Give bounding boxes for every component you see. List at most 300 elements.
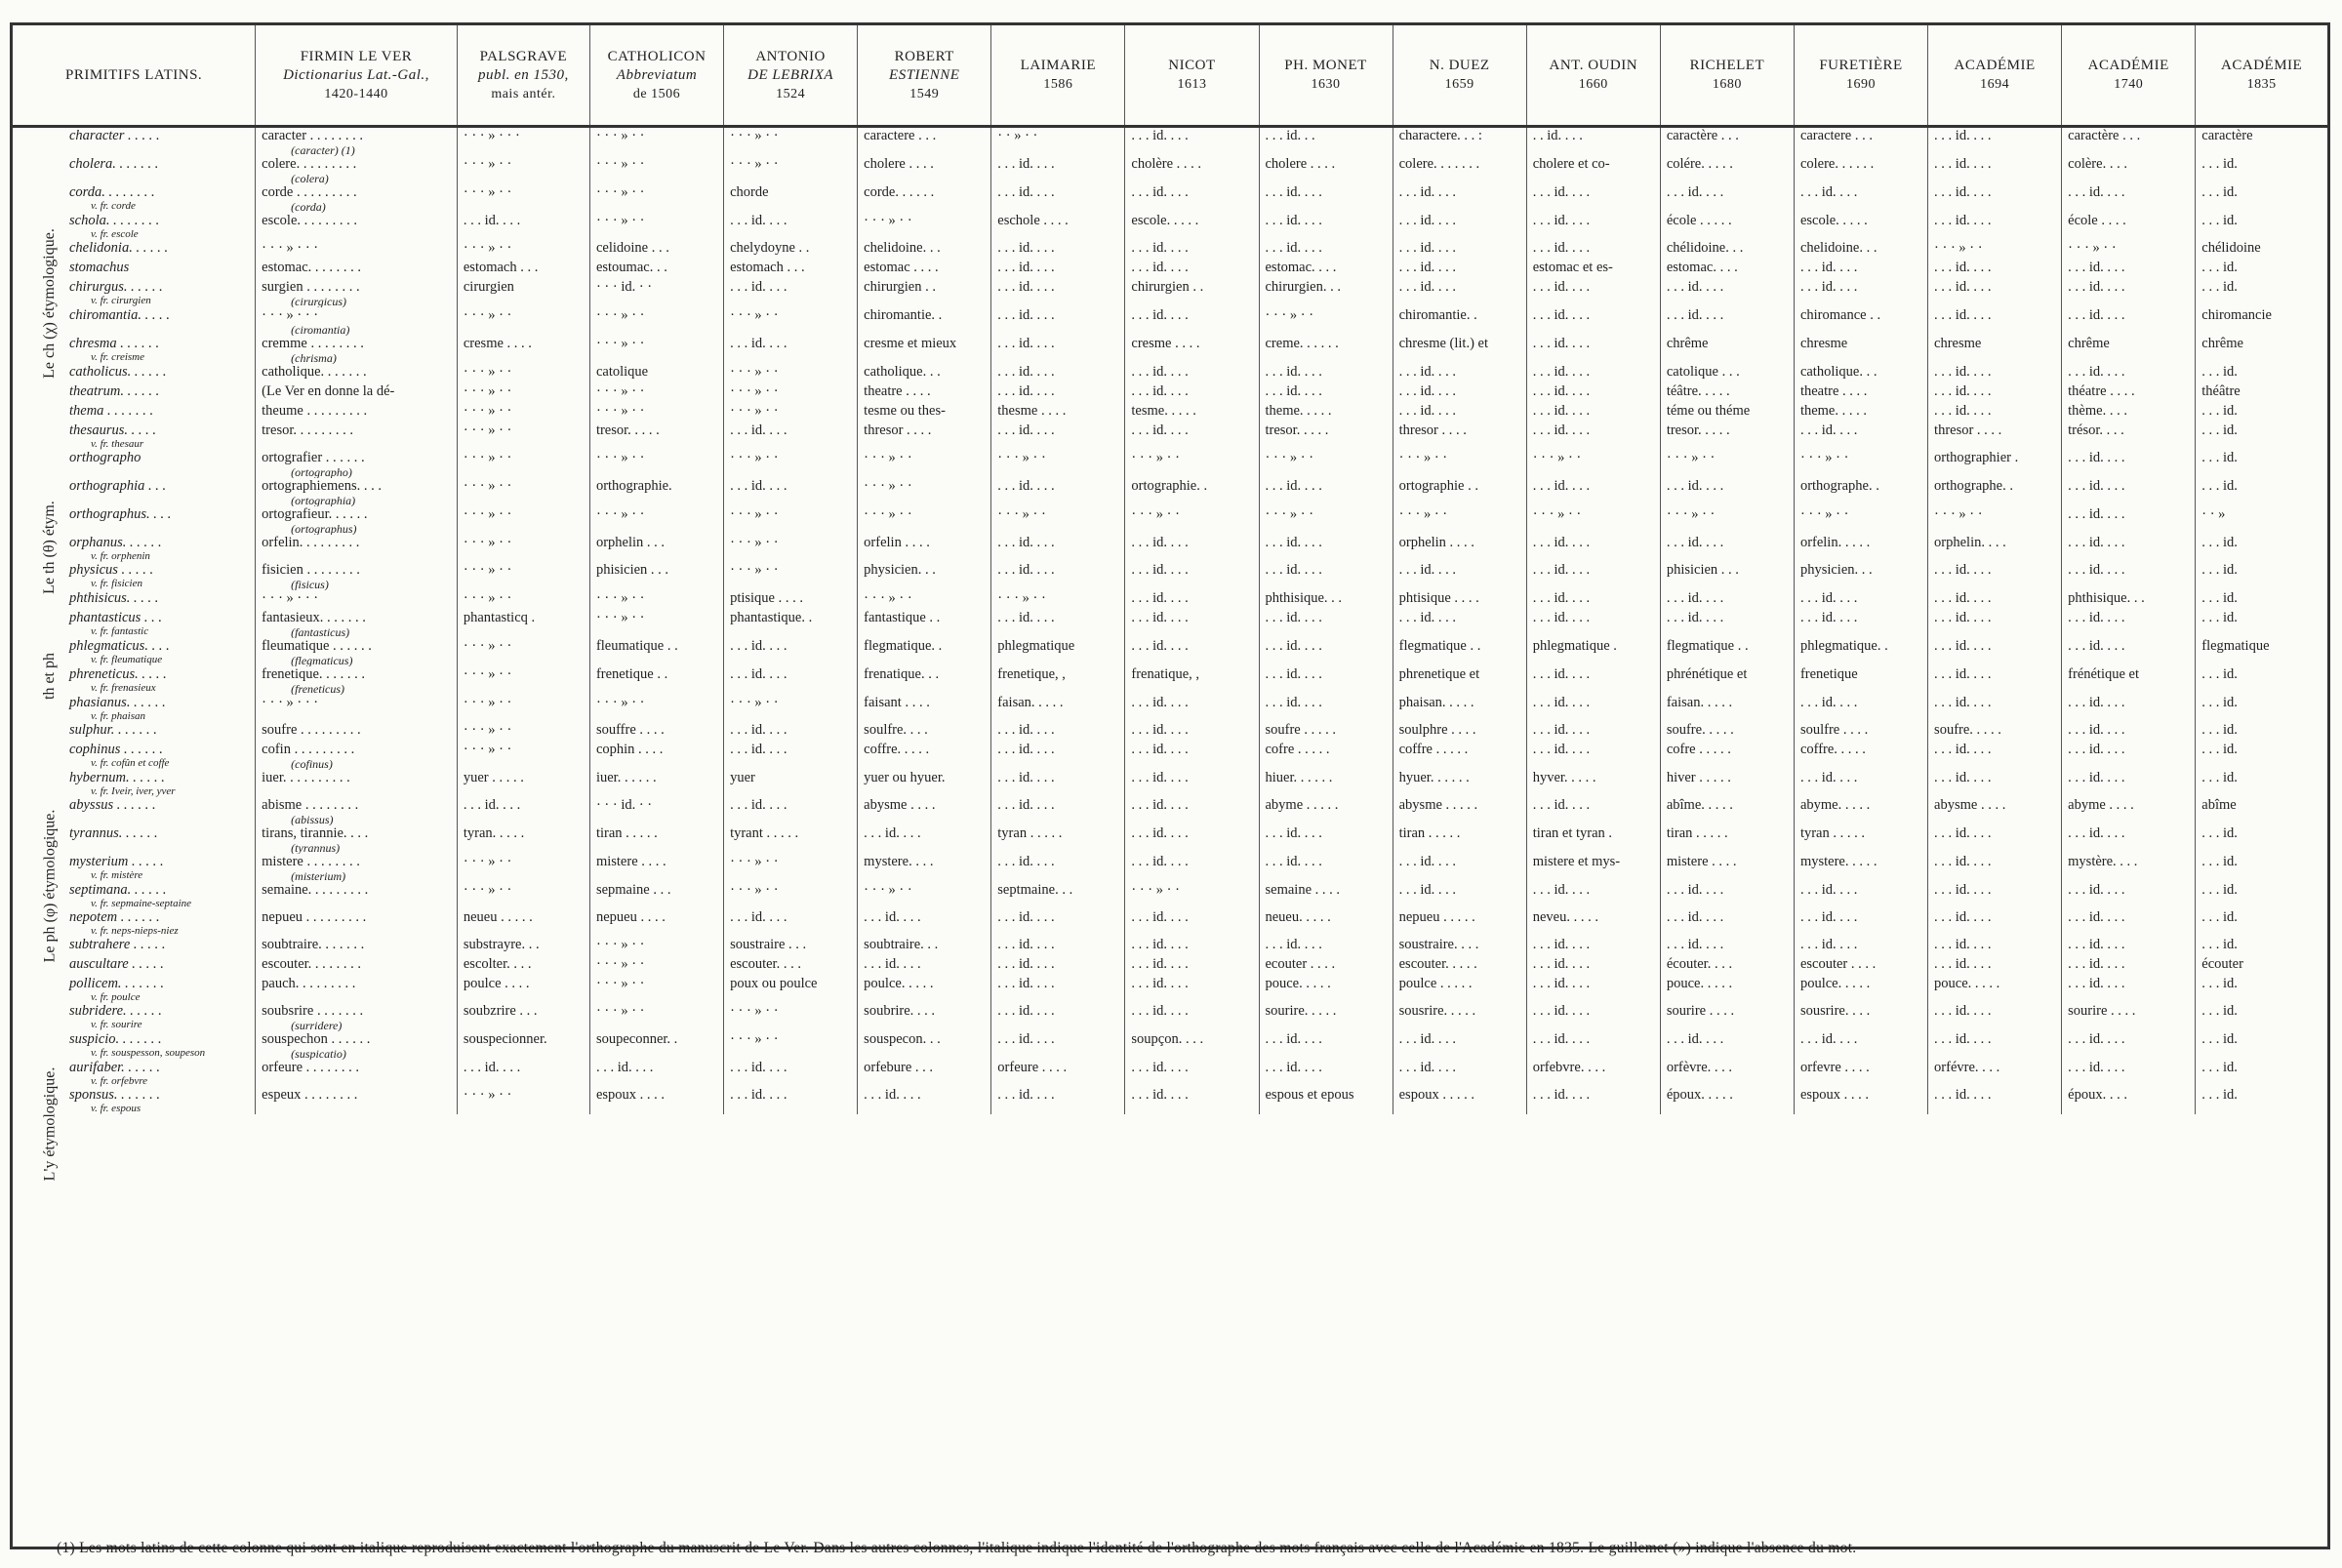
column-header-subtitle: ESTIENNE [889, 66, 960, 83]
column-header-name: N. DUEZ [1429, 58, 1490, 73]
manuscript-form: (flegmaticus) [291, 654, 353, 666]
dictionary-cell: · · · » · · [457, 506, 589, 535]
dictionary-cell: estomach . . . [457, 260, 589, 279]
dictionary-cell: chresme (lit.) et [1393, 336, 1526, 364]
lever-cell [256, 156, 458, 184]
cell-text: mistere . . . . . . . . [262, 854, 360, 869]
dictionary-cell: . . . id. . . . [1125, 422, 1259, 450]
dictionary-cell: . . . id. . . . [1259, 937, 1393, 956]
cell-text: soubtraire. . . . . . . [262, 937, 365, 952]
dictionary-cell: . . . id. . . . [1125, 825, 1259, 854]
dictionary-cell: · · · » · · [1259, 307, 1393, 336]
old-french-form: v. fr. orphenin [91, 550, 150, 562]
dictionary-cell: chirurgien . . [858, 279, 991, 307]
dictionary-cell: · · · » · · [457, 1087, 589, 1114]
dictionary-cell: mistere . . . . [1660, 854, 1794, 882]
dictionary-cell: . . . id. [2201, 213, 2238, 228]
dictionary-cell: · · · » · · [858, 882, 991, 909]
dictionary-cell: . . . id. . . . [991, 156, 1125, 184]
column-header-name: ANTONIO [755, 48, 826, 64]
dictionary-cell: . . . id. . . . [457, 797, 589, 825]
latin-word: character . . . . . [69, 128, 160, 143]
dictionary-cell: cholere et co- [1526, 156, 1660, 184]
dictionary-cell: . . . id. . . . [1928, 184, 2062, 213]
dictionary-cell: · · · » · · [589, 336, 723, 364]
dictionary-cell: frenetique, , [991, 666, 1125, 695]
dictionary-cell: . . . id. . . . [991, 722, 1125, 742]
latin-word: corda. . . . . . . . [69, 184, 155, 200]
lever-cell [256, 666, 458, 695]
column-header-date: 1586 [1043, 77, 1073, 92]
dictionary-cell: . . . id. . . . [724, 1060, 858, 1087]
cell-text: fisicien . . . . . . . . [262, 562, 360, 578]
dictionary-cell: chrême [2201, 336, 2243, 351]
table-row [13, 383, 2327, 403]
dictionary-cell: · · · » · · [589, 1003, 723, 1031]
dictionary-cell: . . . id. . . . [1259, 213, 1393, 240]
dictionary-cell: phantastique. . [724, 610, 858, 638]
dictionary-cell: . . . id. . . . [991, 770, 1125, 797]
dictionary-cell: . . . id. . . . [1259, 825, 1393, 854]
dictionary-cell: . . . id. . . . [991, 956, 1125, 976]
dictionary-cell: · · · » · · [457, 383, 589, 403]
dictionary-cell: . . . id. . . . [1125, 956, 1259, 976]
dictionary-cell: phrenetique et [1393, 666, 1526, 695]
dictionary-cell: · · · » · · [589, 450, 723, 478]
dictionary-cell: flegmatique . . [1393, 638, 1526, 666]
dictionary-cell: estomac . . . . [858, 260, 991, 279]
old-french-form: v. fr. thesaur [91, 438, 144, 450]
dictionary-cell: . . . id. . . . [1794, 937, 1927, 956]
dictionary-cell: . . . id. [2201, 882, 2238, 898]
dictionary-cell: phlegmatique. . [1794, 638, 1927, 666]
dictionary-cell: espoux . . . . [1794, 1087, 1927, 1114]
dictionary-cell: . . . id. . . . [1526, 1031, 1660, 1060]
dictionary-cell: orfevre . . . . [1794, 1060, 1927, 1087]
dictionary-cell: . . . id. . . . [1393, 1031, 1526, 1060]
dictionary-cell: . . . id. . . . [589, 1060, 723, 1087]
dictionary-cell: . . . id. . . . [1794, 770, 1927, 797]
latin-word: schola. . . . . . . . [69, 213, 160, 228]
dictionary-cell: escouter. . . . [724, 956, 858, 976]
dictionary-cell: . . . id. . . . [1526, 279, 1660, 307]
cell-text: theume . . . . . . . . . [262, 403, 368, 419]
dictionary-cell: chresme [1928, 336, 2062, 364]
dictionary-cell: mystere. . . . . [1794, 854, 1927, 882]
dictionary-cell: cofre . . . . . [1259, 742, 1393, 770]
dictionary-cell: . . . id. . . . [1526, 695, 1660, 722]
dictionary-cell: . . . id. . . . [1259, 1031, 1393, 1060]
dictionary-cell: . . . id. . . . [1125, 909, 1259, 937]
manuscript-form: (tyrannus) [291, 841, 341, 854]
lever-cell [256, 1087, 458, 1114]
column-header-name: ROBERT [894, 48, 954, 64]
dictionary-cell: . . . id. . . . [2062, 742, 2196, 770]
dictionary-cell: . . . id. . . . [1259, 854, 1393, 882]
dictionary-cell: . . . id. [2201, 825, 2238, 841]
column-header-date: 1524 [776, 86, 806, 101]
dictionary-cell: tiran . . . . . [589, 825, 723, 854]
dictionary-cell: . . . id. . . . [991, 976, 1125, 1003]
dictionary-cell: · · · » · · [724, 695, 858, 722]
dictionary-cell: . . . id. . . . [724, 478, 858, 506]
dictionary-cell: . . . id. . . . [1660, 279, 1794, 307]
dictionary-cell: . . . id. [2201, 1031, 2238, 1047]
dictionary-cell: phthisique. . . [1259, 590, 1393, 610]
dictionary-cell: · · · » · · [724, 403, 858, 422]
latin-word: thesaurus. . . . . [69, 422, 157, 438]
dictionary-cell: orthographe. . [1928, 478, 2062, 506]
dictionary-cell: caractère . . . [2062, 127, 2196, 157]
dictionary-cell: sepmaine . . . [589, 882, 723, 909]
dictionary-cell: . . . id. . . . [1259, 364, 1393, 383]
dictionary-cell: · · · » · · [589, 307, 723, 336]
dictionary-cell: phthisique. . . [2062, 590, 2196, 610]
dictionary-cell: soustraire . . . [724, 937, 858, 956]
cell-text: ortografier . . . . . . [262, 450, 365, 465]
dictionary-cell: soubrire. . . . [858, 1003, 991, 1031]
latin-word: chelidonia. . . . . . [69, 240, 169, 256]
dictionary-cell: . . . id. . . . [1125, 127, 1259, 157]
dictionary-cell: . . . id. . . . [2062, 610, 2196, 638]
table-row [13, 535, 2327, 562]
manuscript-form: (suspicatio) [291, 1047, 346, 1060]
dictionary-cell: · · · » · · [724, 307, 858, 336]
cell-text: catholique. . . . . . . [262, 364, 367, 380]
dictionary-cell: chiromancie [2201, 307, 2272, 323]
dictionary-cell: · · · » · · [858, 213, 991, 240]
dictionary-cell: phantasticq . [457, 610, 589, 638]
dictionary-cell: · · · » · · [724, 127, 858, 157]
dictionary-cell: · · · » · · [589, 403, 723, 422]
latin-word: septimana. . . . . . [69, 882, 167, 898]
column-header [1928, 25, 2062, 127]
dictionary-cell: . . . id. . . . [1526, 478, 1660, 506]
dictionary-cell: orthographie. [589, 478, 723, 506]
latin-word: subtrahere . . . . . [69, 937, 166, 952]
dictionary-cell: . . . id. . . . [1125, 184, 1259, 213]
latin-word: pollicem. . . . . . . [69, 976, 165, 991]
dictionary-cell: · · · » · · [589, 976, 723, 1003]
dictionary-cell: . . . id. . . . [2062, 450, 2196, 478]
manuscript-form: (ciromantia) [291, 323, 350, 336]
dictionary-cell: . . . id. [2201, 260, 2238, 275]
dictionary-cell: orphelin . . . [589, 535, 723, 562]
dictionary-cell: sourire. . . . . [1259, 1003, 1393, 1031]
dictionary-cell: . . . id. . . . [1794, 882, 1927, 909]
dictionary-cell: . . . id. . . . [1526, 1087, 1660, 1114]
dictionary-cell: . . . id. . . . [1526, 797, 1660, 825]
dictionary-cell: poulce . . . . . [1393, 976, 1526, 1003]
lever-cell [256, 882, 458, 909]
cell-text: nepueu . . . . . . . . . [262, 909, 367, 925]
cell-text: escole. . . . . . . . . [262, 213, 358, 228]
manuscript-form: (abissus) [291, 813, 334, 825]
dictionary-cell: · · · » · · [457, 742, 589, 770]
table-row [13, 562, 2327, 590]
dictionary-cell: . . . id. . . . [724, 666, 858, 695]
dictionary-cell: . . . id. . . . [1393, 279, 1526, 307]
dictionary-cell: . . . id. [2201, 590, 2238, 606]
column-header-date: 1694 [1980, 77, 2010, 92]
dictionary-cell: · · · » · · [724, 1031, 858, 1060]
dictionary-cell: téâtre. . . . . [1660, 383, 1794, 403]
dictionary-cell: . . . id. . . . [858, 825, 991, 854]
lever-cell [256, 825, 458, 854]
dictionary-cell: . . . id. . . . [2062, 909, 2196, 937]
dictionary-cell: soubtraire. . . [858, 937, 991, 956]
dictionary-cell: soupeconner. . [589, 1031, 723, 1060]
dictionary-cell: . . . id. . . . [991, 184, 1125, 213]
dictionary-cell: estomach . . . [724, 260, 858, 279]
old-french-form: v. fr. cofûn et coffe [91, 757, 170, 769]
dictionary-cell: flegmatique . . [1660, 638, 1794, 666]
dictionary-cell: · · · » · · [1393, 450, 1526, 478]
lever-cell [256, 590, 458, 610]
dictionary-cell: téme ou théme [1660, 403, 1794, 422]
dictionary-cell: . . . id. . . . [1928, 882, 2062, 909]
dictionary-cell: catolique . . . [1660, 364, 1794, 383]
column-header-subtitle: publ. en 1530, [477, 66, 569, 83]
table-row [13, 590, 2327, 610]
group-label-y [30, 1046, 69, 1202]
column-header-name: FIRMIN LE VER [300, 48, 413, 64]
dictionary-cell: . . . id. . . . [724, 638, 858, 666]
dictionary-cell: . . . id. [2201, 535, 2238, 550]
lever-cell [256, 383, 458, 403]
dictionary-cell: cholere . . . . [858, 156, 991, 184]
dictionary-cell: nepueu . . . . . [1393, 909, 1526, 937]
dictionary-cell: tiran . . . . . [1660, 825, 1794, 854]
dictionary-cell: frenetique [1794, 666, 1927, 695]
dictionary-cell: chélidoine [2201, 240, 2261, 256]
dictionary-cell: · · · » · · [457, 450, 589, 478]
dictionary-cell: soufre. . . . . [1928, 722, 2062, 742]
dictionary-cell: · · · » · · [858, 450, 991, 478]
manuscript-form: (ortographus) [291, 522, 357, 535]
cell-text: orfelin. . . . . . . . . [262, 535, 360, 550]
dictionary-cell: . . . id. . . . [1928, 127, 2062, 157]
dictionary-cell: orphelin. . . . [1928, 535, 2062, 562]
column-header-date: mais antér. [491, 86, 556, 101]
dictionary-cell: chiromance . . [1794, 307, 1927, 336]
dictionary-cell: · · · » · · [724, 156, 858, 184]
dictionary-cell: . . . id. . . . [1794, 590, 1927, 610]
dictionary-cell: . . . id. [2201, 937, 2238, 952]
dictionary-cell: . . . id. . . . [991, 383, 1125, 403]
dictionary-cell: cholère . . . . [1125, 156, 1259, 184]
dictionary-cell: . . . id. . . . [1125, 383, 1259, 403]
dictionary-cell: abîme. . . . . [1660, 797, 1794, 825]
dictionary-cell: celidoine . . . [589, 240, 723, 260]
dictionary-cell: . . . id. . . . [1125, 260, 1259, 279]
dictionary-cell: . . . id. . . . [1794, 909, 1927, 937]
dictionary-cell: colére. . . . . [1660, 156, 1794, 184]
dictionary-cell: · · · » · · [1660, 506, 1794, 535]
dictionary-cell: . . . id. . . . [724, 336, 858, 364]
table-row [13, 1003, 2327, 1031]
dictionary-cell: . . . id. . . . [1526, 1003, 1660, 1031]
dictionary-cell: orfelin . . . . [858, 535, 991, 562]
dictionary-cell: · · · » · · [1259, 506, 1393, 535]
manuscript-form: (cirurgicus) [291, 295, 347, 307]
dictionary-cell: thème. . . . [2062, 403, 2196, 422]
dictionary-cell: . . . id. . . . [457, 1060, 589, 1087]
lever-cell [256, 307, 458, 336]
column-header-name: ANT. OUDIN [1549, 58, 1638, 73]
dictionary-cell: . . . id. [2201, 666, 2238, 682]
dictionary-cell: . . . id. . . . [1526, 976, 1660, 1003]
dictionary-cell: trésor. . . . [2062, 422, 2196, 450]
old-french-form: v. fr. fleumatique [91, 654, 163, 665]
dictionary-cell: . . . id. [2201, 976, 2238, 991]
dictionary-cell: . . . id. . . . [1928, 610, 2062, 638]
table-row [13, 127, 2327, 157]
dictionary-cell: . . . id. . . . [1125, 854, 1259, 882]
dictionary-cell: pouce. . . . . [1928, 976, 2062, 1003]
cell-text: · · · » · · · [262, 240, 319, 256]
dictionary-cell: septmaine. . . [991, 882, 1125, 909]
dictionary-cell: mistere et mys- [1526, 854, 1660, 882]
dictionary-cell: . . . id. . . . [1928, 260, 2062, 279]
dictionary-cell: . . . id. . . . [1928, 383, 2062, 403]
dictionary-cell: chresme [1794, 336, 1927, 364]
dictionary-cell: . . . id. . . . [1259, 562, 1393, 590]
group-labels [30, 25, 69, 1547]
dictionary-cell: · · · » · · [457, 422, 589, 450]
table-row [13, 1031, 2327, 1060]
dictionary-cell: catolique [589, 364, 723, 383]
dictionary-cell: . . . id. [2201, 478, 2238, 494]
dictionary-cell: abyme. . . . . [1794, 797, 1927, 825]
dictionary-cell: . . . id. . . . [858, 1087, 991, 1114]
dictionary-cell: . . . id. . . . [1928, 854, 2062, 882]
dictionary-cell: · · · » · · [1794, 450, 1927, 478]
dictionary-cell: . . . id. . . . [1526, 383, 1660, 403]
dictionary-cell: tyran . . . . . [991, 825, 1125, 854]
dictionary-cell: souspecon. . . [858, 1031, 991, 1060]
dictionary-cell: cresme et mieux [858, 336, 991, 364]
dictionary-cell: . . . id. . . . [1928, 307, 2062, 336]
dictionary-cell: . . . id. . . . [1526, 666, 1660, 695]
group-label-text: Le ch (χ) étymologique. [41, 228, 58, 379]
dictionary-cell: · · · » · · [858, 506, 991, 535]
cell-text: soubsrire . . . . . . . [262, 1003, 364, 1019]
dictionary-cell: charactere. . . : [1393, 127, 1526, 157]
table-row [13, 742, 2327, 770]
dictionary-cell: . . . id. . . . [1526, 722, 1660, 742]
column-header-name: PALSGRAVE [479, 48, 568, 64]
dictionary-cell: · · · » · · [1393, 506, 1526, 535]
lever-cell [256, 909, 458, 937]
manuscript-form: (freneticus) [291, 682, 345, 695]
table-row [13, 260, 2327, 279]
dictionary-cell: . . . id. . . . [2062, 882, 2196, 909]
table-row [13, 279, 2327, 307]
dictionary-cell: espoux . . . . [589, 1087, 723, 1114]
dictionary-cell: . . . id. . . . [1526, 403, 1660, 422]
manuscript-form: (fisicus) [291, 578, 329, 590]
dictionary-cell: . . . id. . . . [2062, 535, 2196, 562]
dictionary-cell: . . . id. . . . [991, 909, 1125, 937]
cell-text: souspechon . . . . . . [262, 1031, 371, 1047]
dictionary-cell: · · · » · · [1125, 882, 1259, 909]
table-row [13, 422, 2327, 450]
dictionary-cell: · · · » · · [589, 383, 723, 403]
table-row [13, 403, 2327, 422]
dictionary-cell: orthographier . [1928, 450, 2062, 478]
table-row [13, 937, 2327, 956]
dictionary-cell: phtisique . . . . [1393, 590, 1526, 610]
dictionary-cell: · · · » · · [589, 695, 723, 722]
dictionary-cell: neveu. . . . . [1526, 909, 1660, 937]
dictionary-cell: . . . id. . . . [1660, 307, 1794, 336]
old-french-form: v. fr. neps-nieps-niez [91, 925, 179, 937]
dictionary-cell: . . . id. . . . [1794, 422, 1927, 450]
dictionary-cell: · · · » · · [457, 882, 589, 909]
column-header-date: 1835 [2246, 77, 2277, 92]
dictionary-cell: tresor. . . . . [1259, 422, 1393, 450]
dictionary-cell: . . . id. [2201, 156, 2238, 172]
dictionary-cell: . . . id. . . . [991, 279, 1125, 307]
dictionary-cell: phaisan. . . . . [1393, 695, 1526, 722]
dictionary-cell: soubzrire . . . [457, 1003, 589, 1031]
old-french-form: v. fr. mistère [91, 869, 143, 881]
lever-cell [256, 336, 458, 364]
dictionary-cell: flegmatique [2201, 638, 2270, 654]
latin-word: orthographus. . . . [69, 506, 172, 522]
dictionary-cell: estomac. . . . [1259, 260, 1393, 279]
dictionary-cell: yuer ou hyuer. [858, 770, 991, 797]
column-header [991, 25, 1125, 127]
column-header-subtitle: Abbreviatum [616, 66, 698, 83]
lever-cell [256, 506, 458, 535]
dictionary-cell: . . . id. . . . [1794, 610, 1927, 638]
dictionary-cell: faisant . . . . [858, 695, 991, 722]
dictionary-cell: . . . id. . . . [2062, 1031, 2196, 1060]
manuscript-form: (colera) [291, 172, 329, 184]
dictionary-cell: · · · » · · [589, 937, 723, 956]
lever-cell [256, 742, 458, 770]
footnote: (1) Les mots latins de cette colonne qui sont en italique reproduisent exactement l'orthographe du manuscrit de Le Ver. Dans les autres colonnes, l'italique indique l'identité de l'orthographe des mots français avec celle de l'Académie en 1835. Le guillemet (») indique l'absence du mot. [57, 1540, 1857, 1556]
dictionary-cell: . . . id. . . . [991, 1003, 1125, 1031]
dictionary-cell: · · · » · · [724, 450, 858, 478]
dictionary-cell: . . . id. . . . [724, 279, 858, 307]
column-header [1393, 25, 1526, 127]
cell-text: · · · » · · · [262, 307, 319, 323]
latin-word: suspicio. . . . . . . [69, 1031, 162, 1047]
dictionary-cell: . . . id. [2201, 695, 2238, 710]
dictionary-cell: tyrant . . . . . [724, 825, 858, 854]
old-french-form: v. fr. Iveir, iver, yver [91, 785, 176, 797]
column-header [256, 25, 458, 127]
old-french-form: v. fr. sepmaine-septaine [91, 898, 192, 909]
dictionary-cell: . . . id. . . . [2062, 364, 2196, 383]
dictionary-cell: . . . id. . . . [1794, 695, 1927, 722]
table-row [13, 825, 2327, 854]
manuscript-form: (fantasticus) [291, 625, 350, 638]
dictionary-cell: . . . id. . . . [1125, 976, 1259, 1003]
dictionary-cell: . . . id. . . . [1259, 666, 1393, 695]
latin-word: cholera. . . . . . . [69, 156, 159, 172]
dictionary-cell: soufre. . . . . [1660, 722, 1794, 742]
column-header-name: NICOT [1168, 58, 1216, 73]
dictionary-cell: souffre . . . . [589, 722, 723, 742]
latin-word: nepotem . . . . . . [69, 909, 160, 925]
dictionary-cell: . . . id. . . . [1928, 364, 2062, 383]
dictionary-cell: . . . id. . . . [1928, 956, 2062, 976]
dictionary-cell: abysme . . . . [858, 797, 991, 825]
